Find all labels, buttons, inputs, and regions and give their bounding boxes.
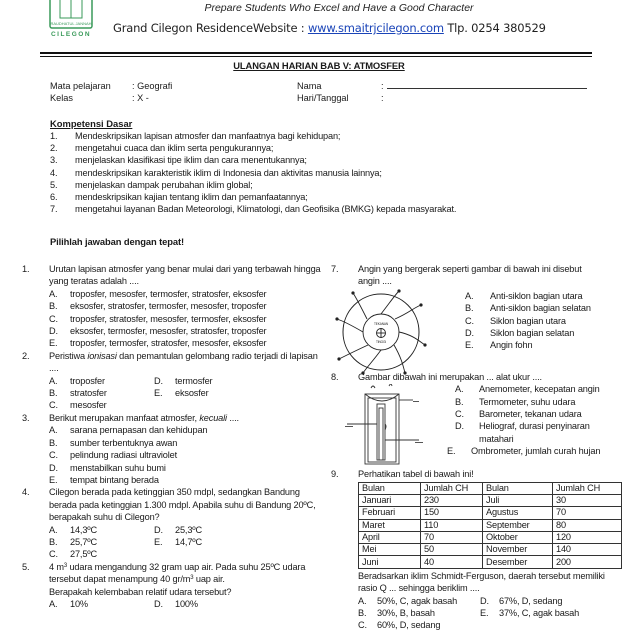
question-7-figure-and-options [331, 289, 631, 375]
website-link[interactable]: www.smaitrjcilegon.com [307, 21, 444, 35]
table-cell: 70 [421, 531, 483, 543]
table-cell: 80 [553, 519, 622, 531]
identity-value: : [381, 93, 384, 103]
option-letter: B. [358, 607, 367, 618]
table-cell: 30 [553, 494, 622, 506]
option-letter: B. [455, 396, 464, 407]
options-list [465, 290, 591, 375]
question-8 [331, 371, 631, 383]
option-text: eksosfer, stratosfer, termosfer, mesosfer, troposfer [70, 301, 267, 312]
question-text: Urutan lapisan atmosfer yang benar mulai dari yang terbawah hingga yang teratas adalah .... [49, 264, 321, 287]
option-text: Anti-siklon bagian utara [490, 290, 583, 301]
option-text: 60%, D, sedang [377, 620, 441, 630]
name-blank-line[interactable] [387, 80, 587, 89]
option-text: Heliograf, durasi penyinaran matahari [479, 421, 590, 444]
question-text: Cilegon berada pada ketinggian 350 mdpl, sedangkan Bandung berada pada ketinggian 1.300 mdpl. Apabila suhu di Bandung 20ºC, berapakah suhu di Cilegon? [49, 487, 316, 523]
option-letter: B. [49, 536, 58, 547]
option-e[interactable] [49, 474, 322, 486]
table-cell: 40 [421, 556, 483, 568]
list-item [50, 203, 590, 215]
table-cell: Agustus [483, 507, 553, 519]
address-text: Grand Cilegon ResidenceWebsite : [113, 21, 308, 35]
item-number: 1. [50, 131, 58, 141]
option-text: 27,5ºC [70, 549, 97, 560]
option-c[interactable] [455, 408, 601, 420]
question-number: 1. [22, 264, 30, 274]
item-number: 2. [50, 143, 58, 154]
option-a[interactable] [465, 290, 591, 302]
table-cell: 230 [421, 494, 483, 506]
table-row [359, 531, 622, 543]
question-9-options [331, 595, 631, 630]
option-letter: B. [49, 388, 58, 399]
option-c[interactable] [49, 449, 322, 461]
identity-left [50, 80, 172, 104]
table-header: Jumlah CH [421, 482, 483, 494]
table-cell: 70 [553, 507, 622, 519]
option-letter: D. [49, 462, 58, 473]
table-row [359, 507, 622, 519]
table-row [359, 556, 622, 568]
option-letter: C. [49, 450, 58, 461]
kompetensi-title: Kompetensi Dasar [50, 118, 133, 129]
table-row [359, 494, 622, 506]
option-text: 30%, B, basah [377, 607, 435, 618]
option-text: 67%, D, sedang [499, 595, 563, 606]
option-letter: A. [455, 384, 464, 395]
identity-value: : X - [132, 93, 149, 103]
option-text: 25,7ºC [70, 536, 97, 547]
option-text: sumber terbentuknya awan [70, 437, 178, 448]
table-cell: Mei [359, 544, 421, 556]
option-letter: A. [49, 524, 58, 535]
header-divider-thin [40, 56, 592, 57]
item-number: 5. [50, 179, 58, 190]
option-c[interactable] [465, 315, 591, 327]
option-letter: E. [154, 536, 163, 547]
options-grid [49, 375, 322, 412]
question-text-2: Berapakah kelembaban relatif udara tersebut? [49, 586, 232, 597]
option-letter: D. [154, 598, 163, 609]
option-letter: E. [465, 340, 474, 351]
list-item [50, 167, 590, 179]
question-7 [331, 263, 631, 288]
option-letter: C. [49, 549, 58, 560]
questions-column-left [22, 263, 322, 610]
option-letter: E. [480, 607, 489, 618]
option-letter: D. [480, 595, 489, 606]
option-e[interactable] [480, 607, 631, 619]
option-d[interactable] [154, 524, 322, 536]
question-number: 2. [22, 350, 30, 361]
option-text: stratosfer [70, 388, 107, 399]
question-2 [22, 350, 322, 412]
identity-label: Kelas [50, 93, 73, 103]
option-text: troposfer, termosfer, stratosfer, mesosfer, eksosfer [70, 338, 267, 349]
option-letter: A. [49, 598, 58, 609]
question-number: 4. [22, 487, 30, 498]
kompetensi-list [50, 130, 590, 215]
question-text: 4 $m^3$ udara mengandung 32 gram uap air. Pada suhu 25ºC udara tersebut dapat menampung 40 $gr/m^3$ uap air. [49, 561, 306, 585]
option-d[interactable] [465, 327, 591, 339]
option-letter: D. [154, 375, 163, 386]
option-c[interactable] [358, 619, 480, 630]
identity-row-name [297, 80, 587, 92]
option-b[interactable] [49, 536, 154, 548]
high-pressure-wind-diagram [333, 289, 429, 375]
question-4 [22, 486, 322, 560]
option-text: Anemometer, kecepatan angin [479, 384, 600, 395]
identity-value: : Geografi [132, 81, 173, 91]
option-c[interactable] [49, 399, 154, 411]
question-text: Angin yang bergerak seperti gambar di bawah ini disebut angin .... [358, 264, 582, 287]
table-cell: November [483, 544, 553, 556]
table-cell: 110 [421, 519, 483, 531]
svg-text:TEKANAN: TEKANAN [373, 321, 389, 326]
table-cell: April [359, 531, 421, 543]
options-grid [49, 524, 322, 561]
option-text: sarana pernapasan dan kehidupan [70, 425, 208, 436]
rain-gauge-diagram [341, 384, 431, 468]
option-a[interactable] [49, 424, 322, 436]
identity-value: : [381, 81, 384, 91]
school-tagline: Prepare Students Who Excel and Have a Good Character [204, 2, 474, 14]
option-letter: A. [49, 288, 58, 299]
list-item [50, 142, 590, 154]
option-text: troposfer, mesosfer, termosfer, stratosfer, eksosfer [70, 288, 267, 299]
option-letter: D. [49, 326, 58, 337]
table-cell: Desember [483, 556, 553, 568]
option-text: Anti-siklon bagian selatan [490, 303, 591, 314]
identity-label: Hari/Tanggal [297, 93, 349, 103]
list-item [50, 130, 590, 142]
item-text: menjelaskan klasifikasi tipe iklim dan cara menentukannya; [75, 155, 307, 166]
option-d[interactable] [49, 325, 322, 337]
option-e[interactable] [49, 337, 322, 349]
table-cell: Februari [359, 507, 421, 519]
table-cell: 140 [553, 544, 622, 556]
option-text: eksosfer, termosfer, mesosfer, stratosfer, troposfer [70, 326, 267, 337]
item-number: 3. [50, 155, 58, 166]
svg-text:CILEGON: CILEGON [50, 31, 92, 38]
option-text: tempat bintang berada [70, 474, 159, 485]
option-letter: C. [465, 315, 474, 326]
question-number: 5. [22, 561, 30, 572]
option-letter: D. [455, 421, 464, 432]
option-e[interactable] [154, 387, 322, 399]
item-text: Mendeskripsikan lapisan atmosfer dan manfaatnya bagi kehidupan; [75, 131, 341, 141]
item-number: 4. [50, 167, 58, 178]
table-cell: 200 [553, 556, 622, 568]
option-e[interactable] [465, 339, 591, 351]
options-list [447, 383, 601, 468]
option-a[interactable] [49, 288, 322, 300]
question-number: 8. [331, 371, 339, 382]
option-a[interactable] [455, 383, 601, 395]
option-text: Siklon bagian selatan [490, 328, 575, 339]
svg-text:RAUDHATUL JANNAH: RAUDHATUL JANNAH [50, 21, 92, 26]
option-letter: A. [358, 595, 367, 606]
question-text: Perhatikan tabel di bawah ini! [358, 469, 474, 480]
table-cell: Oktober [483, 531, 553, 543]
document-title: ULANGAN HARIAN BAB V: ATMOSFER [233, 60, 405, 71]
option-text: 100% [175, 598, 198, 609]
option-d[interactable] [49, 462, 322, 474]
option-a[interactable] [49, 375, 154, 387]
option-d[interactable] [154, 375, 322, 387]
option-text: Siklon bagian utara [490, 315, 566, 326]
question-followup-text: Beradsarkan iklim Schmidt-Ferguson, daerah tersebut memiliki rasio Q ... sehingga beriklim .... [358, 570, 605, 594]
svg-text:TINGGI: TINGGI [375, 339, 387, 344]
option-d[interactable] [480, 595, 631, 607]
option-text: termosfer [175, 375, 213, 386]
table-header-row [359, 482, 622, 494]
options-grid [49, 598, 322, 610]
option-text: Barometer, tekanan udara [479, 409, 582, 420]
identity-row-subject [50, 80, 172, 92]
list-item [50, 191, 590, 203]
list-item [50, 154, 590, 166]
option-a[interactable] [49, 598, 154, 610]
option-text: 50%, C, agak basah [377, 595, 458, 606]
table-cell: Januari [359, 494, 421, 506]
table-cell: Maret [359, 519, 421, 531]
option-text: 25,3ºC [175, 524, 202, 535]
option-b[interactable] [455, 396, 601, 408]
question-number: 7. [331, 264, 339, 274]
rainfall-table [358, 482, 622, 569]
item-text: mendeskripsikan karakteristik iklim di Indonesia dan aktivitas manusia lainnya; [75, 167, 382, 178]
option-text: eksosfer [175, 388, 209, 399]
option-b[interactable] [358, 607, 480, 619]
table-row [359, 544, 622, 556]
option-text: 10% [70, 598, 88, 609]
question-text: Berikut merupakan manfaat atmosfer, kecuali .... [49, 412, 239, 423]
item-text: mengetahui layanan Badan Meteorologi, Klimatologi, dan Geofisika (BMKG) kepada masyarakat. [75, 204, 457, 215]
question-5 [22, 561, 322, 611]
option-letter: D. [154, 524, 163, 535]
identity-row-date [297, 92, 587, 104]
item-text: mengetahui cuaca dan iklim serta pengukurannya; [75, 143, 274, 154]
option-b[interactable] [49, 387, 154, 399]
identity-label: Mata pelajaran [50, 81, 111, 91]
option-c[interactable] [49, 548, 154, 560]
option-e[interactable] [154, 536, 322, 548]
option-c[interactable] [49, 313, 322, 325]
item-number: 6. [50, 192, 58, 203]
option-text: Ombrometer, jumlah curah hujan [471, 446, 601, 457]
option-letter: B. [49, 437, 58, 448]
phone-text: Tlp. 0254 380529 [443, 21, 546, 35]
option-d[interactable] [455, 420, 601, 445]
question-number: 3. [22, 412, 30, 423]
table-cell: 120 [553, 531, 622, 543]
option-letter: C. [49, 400, 58, 411]
option-text: Termometer, suhu udara [479, 396, 576, 407]
option-e[interactable] [447, 445, 601, 457]
instruction-text: Pilihlah jawaban dengan tepat! [50, 236, 184, 247]
item-text: menjelaskan dampak perubahan iklim global; [75, 179, 253, 190]
identity-right [297, 80, 587, 104]
table-cell: 50 [421, 544, 483, 556]
option-b[interactable] [49, 437, 322, 449]
identity-row-class [50, 92, 172, 104]
list-item [50, 179, 590, 191]
question-1 [22, 263, 322, 350]
question-text: Peristiwa ionisasi dan pemantulan gelombang radio terjadi di lapisan .... [49, 350, 318, 374]
table-cell: 150 [421, 507, 483, 519]
table-header: Bulan [483, 482, 553, 494]
table-cell: September [483, 519, 553, 531]
option-letter: E. [447, 446, 456, 457]
option-letter: A. [465, 290, 474, 301]
option-letter: A. [49, 375, 58, 386]
option-text: mesosfer [70, 400, 107, 411]
option-letter: E. [49, 338, 58, 349]
option-letter: A. [49, 425, 58, 436]
option-letter: B. [465, 303, 474, 314]
identity-label: Nama [297, 81, 322, 91]
option-text: Angin fohn [490, 340, 533, 351]
option-b[interactable] [49, 300, 322, 312]
option-b[interactable] [465, 302, 591, 314]
option-text: troposfer, stratosfer, mesosfer, termosfer, eksosfer [70, 313, 267, 324]
option-letter: D. [465, 328, 474, 339]
option-text: 14,7ºC [175, 536, 202, 547]
school-contact [113, 21, 546, 35]
question-3 [22, 412, 322, 486]
option-letter: E. [49, 474, 58, 485]
option-letter: C. [358, 620, 367, 630]
option-text: menstabilkan suhu bumi [70, 462, 166, 473]
table-cell: Juni [359, 556, 421, 568]
option-letter: E. [154, 388, 163, 399]
option-text: 37%, C, agak basah [499, 607, 580, 618]
question-number: 9. [331, 469, 339, 480]
header-divider-thick [40, 52, 592, 54]
question-8-figure-and-options [331, 383, 631, 468]
option-d[interactable] [154, 598, 322, 610]
option-text: 14,3ºC [70, 524, 97, 535]
option-text: pelindung radiasi ultraviolet [70, 450, 177, 461]
item-text: mendeskripsikan kajian tentang iklim dan pemanfaatannya; [75, 192, 308, 203]
table-cell: Juli [483, 494, 553, 506]
questions-column-right [331, 263, 631, 630]
option-letter: C. [455, 409, 464, 420]
option-letter: B. [49, 301, 58, 312]
option-a[interactable] [49, 524, 154, 536]
option-a[interactable] [358, 595, 480, 607]
table-header: Bulan [359, 482, 421, 494]
question-9 [331, 468, 631, 594]
question-text: Gambar dibawah ini merupakan ... alat ukur .... [358, 371, 542, 382]
item-number: 7. [50, 204, 58, 215]
option-text: troposfer [70, 375, 105, 386]
table-row [359, 519, 622, 531]
table-header: Jumlah CH [553, 482, 622, 494]
option-letter: C. [49, 313, 58, 324]
